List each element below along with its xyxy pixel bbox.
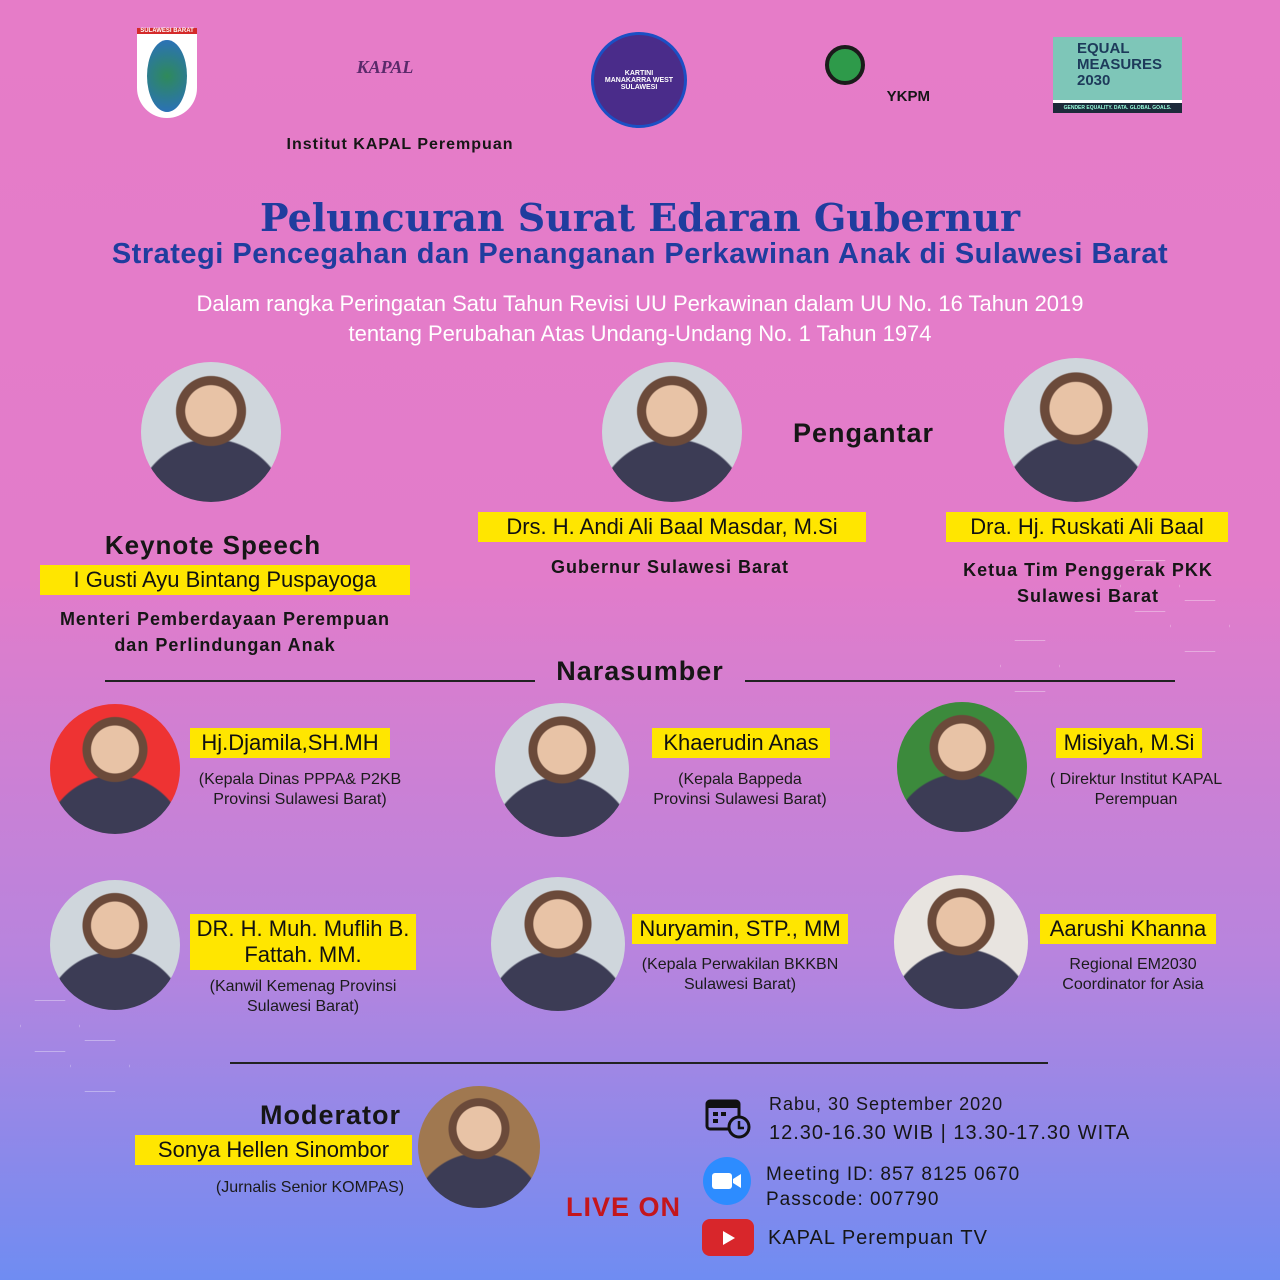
- sulawesi-barat-logo: [137, 28, 197, 118]
- youtube-channel[interactable]: KAPAL Perempuan TV: [768, 1227, 988, 1249]
- governor-photo: [602, 362, 742, 502]
- page-subtitle: Strategi Pencegahan dan Penanganan Perkawinan Anak di Sulawesi Barat: [111, 238, 1169, 270]
- logo-tagline: GENDER EQUALITY. DATA. GLOBAL GOALS.: [1053, 100, 1182, 113]
- speaker-role: [1030, 770, 1242, 810]
- role-line: (Kepala Dinas PPPA& P2KB: [198, 771, 402, 788]
- youtube-icon[interactable]: [702, 1219, 754, 1256]
- speaker-name: Nuryamin, STP., MM: [632, 914, 848, 944]
- speaker-photo: [894, 875, 1028, 1009]
- speaker-name: Misiyah, M.Si: [1056, 728, 1202, 758]
- keynote-heading: Keynote Speech: [104, 530, 322, 560]
- logo-text: YKPM: [886, 88, 930, 105]
- speaker-photo: [50, 880, 180, 1010]
- logo-text: KARTINI MANAKARRA WEST SULAWESI: [604, 69, 674, 91]
- logo-text: KAPAL: [356, 57, 414, 77]
- role-line: Provinsi Sulawesi Barat): [213, 791, 387, 808]
- moderator-name: Sonya Hellen Sinombor: [135, 1135, 412, 1165]
- meeting-id: Meeting ID: 857 8125 0670: [766, 1164, 1021, 1185]
- hexagon-decoration: [20, 1000, 80, 1052]
- hexagon-decoration: [1000, 640, 1060, 692]
- role-line: Perempuan: [1094, 791, 1178, 808]
- context-line: Dalam rangka Peringatan Satu Tahun Revisi UU Perkawinan dalam UU No. 16 Tahun 2019: [196, 291, 1084, 316]
- kapal-logo: [340, 30, 430, 105]
- ykpm-logo: [815, 40, 930, 105]
- calendar-clock-icon: [705, 1095, 751, 1139]
- role-line: (Kanwil Kemenag Provinsi: [209, 978, 397, 995]
- speaker-role: [190, 977, 416, 1017]
- pkk-chair-role: [930, 557, 1246, 609]
- speaker-name: Aarushi Khanna: [1040, 914, 1216, 944]
- keynote-speaker-name: I Gusti Ayu Bintang Puspayoga: [40, 565, 410, 595]
- role-line: Regional EM2030: [1069, 956, 1197, 973]
- keynote-speaker-role: [20, 606, 430, 658]
- pengantar-heading: Pengantar: [793, 418, 935, 448]
- equal-measures-logo: [1053, 37, 1182, 113]
- kartini-manakarra-logo: [591, 32, 687, 128]
- role-line: dan Perlindungan Anak: [114, 635, 336, 655]
- role-line: Menteri Pemberdayaan Perempuan: [59, 609, 391, 629]
- divider: [230, 1062, 1048, 1064]
- page-title: Peluncuran Surat Edaran Gubernur: [260, 195, 1020, 240]
- governor-name: Drs. H. Andi Ali Baal Masdar, M.Si: [478, 512, 866, 542]
- role-line: Sulawesi Barat): [683, 976, 797, 993]
- speaker-photo: [491, 877, 625, 1011]
- event-time: 12.30-16.30 WIB | 13.30-17.30 WITA: [769, 1122, 1131, 1144]
- event-date: Rabu, 30 September 2020: [769, 1094, 1004, 1114]
- role-line: Coordinator for Asia: [1062, 976, 1204, 993]
- narasumber-heading: Narasumber: [556, 656, 724, 686]
- role-line: Sulawesi Barat: [1016, 586, 1160, 606]
- pkk-chair-photo: [1004, 358, 1148, 502]
- speaker-photo: [50, 704, 180, 834]
- speaker-name: Hj.Djamila,SH.MH: [190, 728, 390, 758]
- org-label: Institut KAPAL Perempuan: [286, 136, 514, 153]
- moderator-role: (Jurnalis Senior KOMPAS): [215, 1179, 405, 1196]
- role-line: (Kepala Perwakilan BKKBN: [641, 956, 839, 973]
- logo-text: SULAWESI BARAT: [137, 28, 197, 34]
- role-line: Ketua Tim Penggerak PKK: [963, 560, 1213, 580]
- zoom-icon[interactable]: [703, 1157, 751, 1205]
- speaker-role: [625, 955, 855, 995]
- role-line: Provinsi Sulawesi Barat): [653, 791, 827, 808]
- divider: [745, 680, 1175, 682]
- speaker-name: [190, 914, 416, 970]
- role-line: Sulawesi Barat): [246, 998, 360, 1015]
- pkk-chair-name: Dra. Hj. Ruskati Ali Baal: [946, 512, 1228, 542]
- divider: [105, 680, 535, 682]
- keynote-speaker-photo: [141, 362, 281, 502]
- moderator-photo: [418, 1086, 540, 1208]
- role-line: ( Direktur Institut KAPAL: [1049, 771, 1223, 788]
- hexagon-decoration: [70, 1040, 130, 1092]
- event-context: [0, 289, 1280, 349]
- name-line: DR. H. Muh. Muflih B.: [196, 916, 410, 941]
- governor-role: Gubernur Sulawesi Barat: [550, 557, 790, 577]
- speaker-photo: [495, 703, 629, 837]
- passcode: Passcode: 007790: [766, 1189, 940, 1210]
- speaker-name: Khaerudin Anas: [652, 728, 830, 758]
- name-line: Fattah. MM.: [244, 942, 362, 967]
- moderator-heading: Moderator: [260, 1100, 402, 1130]
- speaker-role: [630, 770, 850, 810]
- zoom-details: [766, 1162, 1020, 1212]
- speaker-photo: [897, 702, 1027, 832]
- logo-text: EQUAL MEASURES 2030: [1077, 40, 1163, 89]
- live-on-label: LIVE ON: [566, 1192, 682, 1222]
- role-line: (Kepala Bappeda: [678, 771, 802, 788]
- context-line: tentang Perubahan Atas Undang-Undang No. 1 Tahun 1974: [348, 321, 932, 346]
- speaker-role: [180, 770, 420, 810]
- speaker-role: [1030, 955, 1236, 995]
